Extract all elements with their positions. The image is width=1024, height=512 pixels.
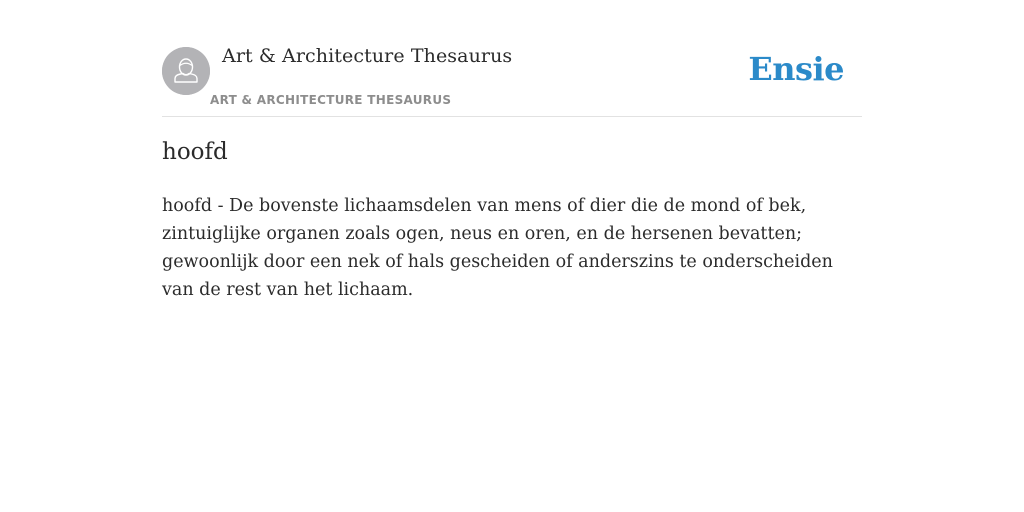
author-name-link[interactable]: Art & Architecture Thesaurus [222,45,513,67]
author-subtitle: ART & ARCHITECTURE THESAURUS [210,93,452,107]
user-avatar-icon[interactable] [162,47,210,95]
entry-term-title: hoofd [162,139,228,165]
entry-card [162,0,862,300]
ensie-logo-link[interactable]: Ensie [748,50,844,88]
entry-header [162,0,862,117]
entry-definition: hoofd - De bovenste lichaamsdelen van mens of dier die de mond of bek, zintuiglijke organen zoals ogen, neus en oren, en de hersenen bevatten; gewoonlijk door een nek of hals gescheiden of anderszins te onderscheiden van de rest van het lichaam. [162,196,833,300]
